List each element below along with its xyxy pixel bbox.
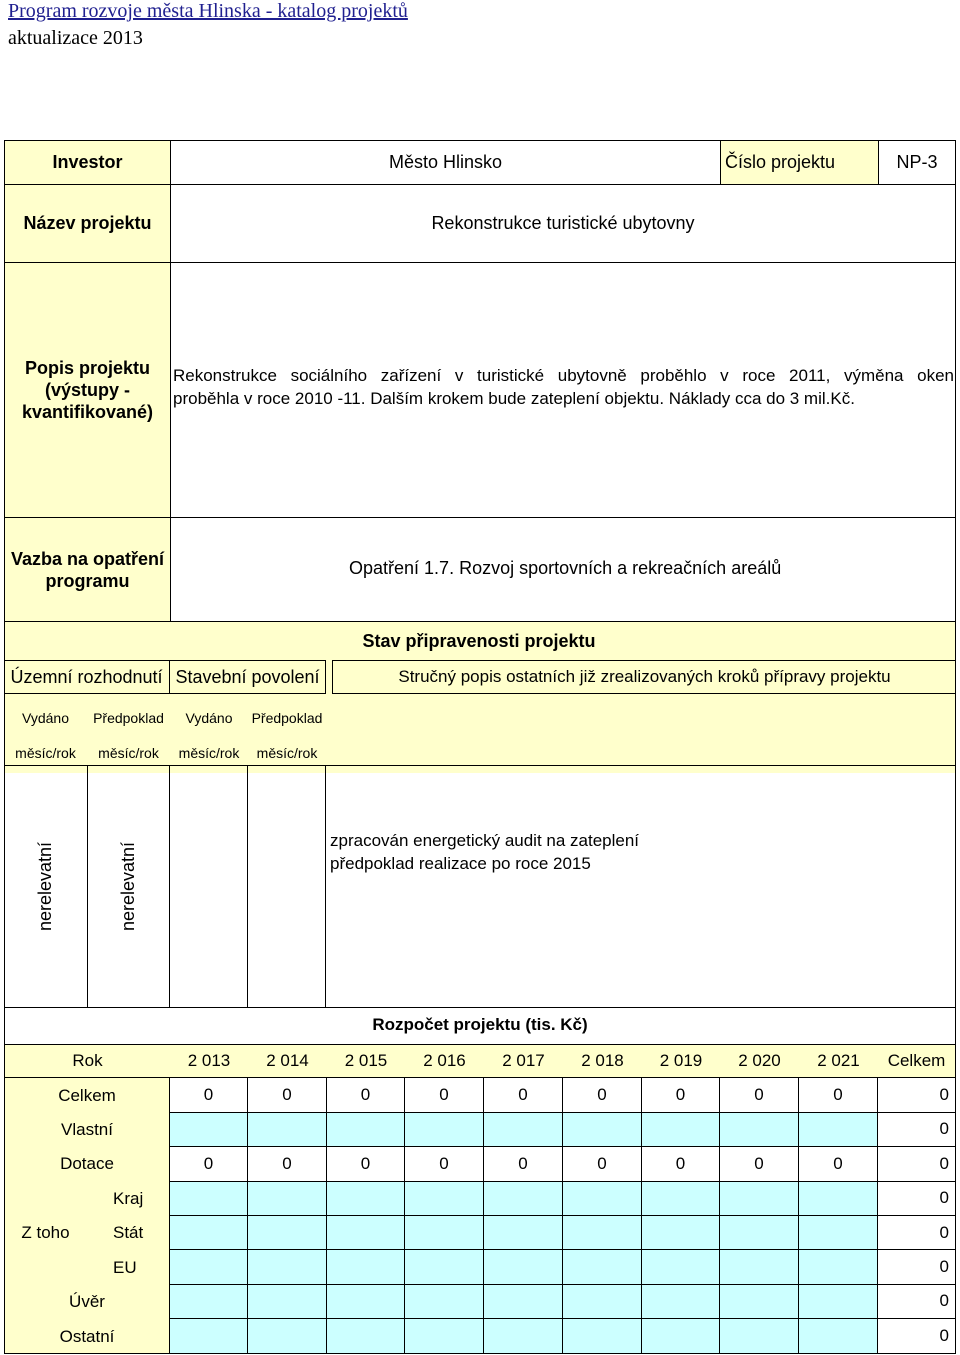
irrelevant-text: nerelevatní xyxy=(35,841,56,932)
budget-cell[interactable] xyxy=(720,1182,799,1216)
budget-cell[interactable] xyxy=(248,1113,327,1147)
territorial-issued-cell[interactable] xyxy=(4,765,88,1008)
investor-value[interactable]: Město Hlinsko xyxy=(171,140,721,185)
budget-cell[interactable] xyxy=(170,1113,248,1147)
issued-label: Vydáno xyxy=(22,710,69,726)
program-link-text: Opatření 1.7. Rozvoj sportovních a rekreačních areálů xyxy=(349,558,782,578)
project-name-value[interactable]: Rekonstrukce turistické ubytovny xyxy=(171,185,956,263)
budget-row-label-eu: EU xyxy=(87,1250,170,1284)
budget-row-label-celkem: Celkem xyxy=(4,1078,170,1112)
budget-cell[interactable] xyxy=(327,1182,405,1216)
budget-cell[interactable]: 0 xyxy=(484,1147,563,1181)
budget-cell[interactable] xyxy=(720,1319,799,1354)
budget-row-total: 0 xyxy=(878,1319,956,1354)
budget-cell[interactable] xyxy=(484,1250,563,1284)
budget-cell[interactable] xyxy=(405,1250,484,1284)
budget-cell[interactable] xyxy=(563,1319,642,1354)
budget-cell[interactable] xyxy=(720,1216,799,1250)
year-header: 2 018 xyxy=(563,1044,642,1078)
budget-cell[interactable] xyxy=(170,1285,248,1319)
budget-cell[interactable]: 0 xyxy=(170,1078,248,1112)
budget-cell[interactable] xyxy=(642,1182,720,1216)
budget-cell[interactable] xyxy=(327,1113,405,1147)
budget-row-label-uver: Úvěr xyxy=(4,1285,170,1319)
budget-row-total: 0 xyxy=(878,1285,956,1319)
budget-bottom-border xyxy=(4,1353,956,1354)
budget-cell[interactable]: 0 xyxy=(563,1078,642,1112)
budget-cell[interactable] xyxy=(799,1182,878,1216)
month-year-label: měsíc/rok xyxy=(98,745,159,761)
project-number-label: Číslo projektu xyxy=(721,140,879,185)
description-label xyxy=(4,263,171,518)
expected-label: Předpoklad xyxy=(93,710,164,726)
budget-left-border xyxy=(4,1044,5,1354)
budget-cell[interactable]: 0 xyxy=(327,1147,405,1181)
document-subtitle: aktualizace 2013 xyxy=(8,27,143,49)
budget-cell[interactable] xyxy=(484,1182,563,1216)
budget-cell[interactable] xyxy=(563,1285,642,1319)
budget-cell[interactable]: 0 xyxy=(799,1147,878,1181)
z-toho-label: Z toho xyxy=(4,1182,87,1285)
budget-cell[interactable] xyxy=(170,1182,248,1216)
budget-cell[interactable]: 0 xyxy=(642,1078,720,1112)
budget-cell[interactable]: 0 xyxy=(799,1078,878,1112)
expected-label: Předpoklad xyxy=(251,710,323,726)
year-header: 2 021 xyxy=(799,1044,878,1078)
budget-cell[interactable] xyxy=(799,1285,878,1319)
budget-row-label-kraj: Kraj xyxy=(87,1182,170,1216)
budget-cell[interactable]: 0 xyxy=(248,1078,327,1112)
building-expected-cell[interactable] xyxy=(248,765,326,1008)
budget-row-total: 0 xyxy=(878,1147,956,1181)
budget-cell[interactable] xyxy=(170,1250,248,1284)
budget-cell[interactable] xyxy=(327,1285,405,1319)
budget-cell[interactable] xyxy=(248,1182,327,1216)
budget-cell[interactable] xyxy=(327,1216,405,1250)
program-link-label xyxy=(4,518,171,622)
building-issued-cell[interactable] xyxy=(170,765,248,1008)
budget-row-total: 0 xyxy=(878,1216,956,1250)
program-link-label-line: Vazba na opatření xyxy=(10,548,165,569)
preparation-notes-cell[interactable] xyxy=(326,765,956,1008)
project-number-value[interactable]: NP-3 xyxy=(879,140,956,185)
budget-cell[interactable]: 0 xyxy=(720,1078,799,1112)
budget-cell[interactable] xyxy=(248,1216,327,1250)
budget-cell[interactable] xyxy=(799,1216,878,1250)
budget-cell[interactable] xyxy=(327,1319,405,1354)
budget-cell[interactable] xyxy=(405,1113,484,1147)
budget-cell[interactable]: 0 xyxy=(484,1078,563,1112)
description-label-line: kvantifikované) xyxy=(21,402,154,422)
budget-cell[interactable] xyxy=(484,1216,563,1250)
budget-row-total: 0 xyxy=(878,1250,956,1284)
readiness-title: Stav připravenosti projektu xyxy=(362,630,596,651)
budget-cell[interactable]: 0 xyxy=(563,1147,642,1181)
building-permit-label: Stavební povolení xyxy=(170,660,326,694)
budget-cell[interactable] xyxy=(563,1250,642,1284)
notes-line: předpoklad realizace po roce 2015 xyxy=(330,854,591,873)
budget-cell[interactable]: 0 xyxy=(248,1147,327,1181)
month-year-label: měsíc/rok xyxy=(15,745,76,761)
budget-cell[interactable] xyxy=(720,1250,799,1284)
month-year-label: měsíc/rok xyxy=(178,745,240,761)
budget-cell[interactable] xyxy=(405,1216,484,1250)
territorial-decision-label: Územní rozhodnutí xyxy=(4,660,170,694)
budget-cell[interactable] xyxy=(799,1113,878,1147)
description-label-line: (výstupy - xyxy=(44,380,131,400)
budget-cell[interactable] xyxy=(799,1319,878,1354)
budget-cell[interactable] xyxy=(563,1113,642,1147)
budget-cell[interactable] xyxy=(170,1216,248,1250)
year-header: 2 014 xyxy=(248,1044,327,1078)
description-line: Rekonstrukce sociálního zařízení v turistické ubytovně proběhlo v roce 2011, výměna oken xyxy=(173,366,954,385)
budget-cell[interactable] xyxy=(327,1250,405,1284)
budget-cell[interactable] xyxy=(248,1319,327,1354)
year-header: 2 019 xyxy=(642,1044,720,1078)
budget-cell[interactable] xyxy=(642,1250,720,1284)
budget-cell[interactable] xyxy=(720,1113,799,1147)
budget-cell[interactable] xyxy=(405,1285,484,1319)
budget-cell[interactable] xyxy=(720,1285,799,1319)
budget-cell[interactable] xyxy=(642,1285,720,1319)
budget-row-total: 0 xyxy=(878,1182,956,1216)
description-label-line: Popis projektu xyxy=(24,358,150,378)
year-header: 2 017 xyxy=(484,1044,563,1078)
program-link-value[interactable] xyxy=(171,518,956,622)
issued-label: Vydáno xyxy=(185,710,233,726)
budget-row-label-stat: Stát xyxy=(87,1216,170,1250)
budget-cell[interactable] xyxy=(642,1113,720,1147)
budget-cell[interactable] xyxy=(563,1216,642,1250)
budget-cell[interactable]: 0 xyxy=(405,1147,484,1181)
budget-cell[interactable]: 0 xyxy=(642,1147,720,1181)
year-label: Rok xyxy=(4,1044,170,1078)
description-value[interactable] xyxy=(171,263,956,518)
month-year-label: měsíc/rok xyxy=(256,745,318,761)
preparation-summary-label: Stručný popis ostatních již zrealizovaných kroků přípravy projektu xyxy=(332,660,956,694)
budget-cell[interactable] xyxy=(799,1250,878,1284)
budget-label-divider xyxy=(169,1078,170,1354)
budget-cell[interactable] xyxy=(484,1113,563,1147)
budget-row-label-vlastni: Vlastní xyxy=(4,1113,170,1147)
budget-row-total: 0 xyxy=(878,1113,956,1147)
total-column-header: Celkem xyxy=(878,1044,956,1078)
year-header: 2 020 xyxy=(720,1044,799,1078)
budget-cell[interactable] xyxy=(563,1182,642,1216)
budget-cell[interactable] xyxy=(405,1182,484,1216)
budget-cell[interactable]: 0 xyxy=(327,1078,405,1112)
budget-title: Rozpočet projektu (tis. Kč) xyxy=(372,1015,588,1034)
year-header: 2 015 xyxy=(327,1044,405,1078)
budget-cell[interactable] xyxy=(405,1319,484,1354)
budget-cell[interactable]: 0 xyxy=(405,1078,484,1112)
budget-row-label-dotace: Dotace xyxy=(4,1147,170,1181)
budget-cell[interactable] xyxy=(248,1250,327,1284)
year-header: 2 013 xyxy=(170,1044,248,1078)
budget-cell[interactable] xyxy=(248,1285,327,1319)
budget-cell[interactable] xyxy=(170,1319,248,1354)
program-link-label-line: programu xyxy=(45,570,130,591)
budget-cell[interactable]: 0 xyxy=(720,1147,799,1181)
year-header: 2 016 xyxy=(405,1044,484,1078)
budget-cell[interactable] xyxy=(484,1285,563,1319)
territorial-expected-cell[interactable] xyxy=(88,765,170,1008)
project-name-label: Název projektu xyxy=(4,185,171,263)
document-title: Program rozvoje města Hlinska - katalog projektů xyxy=(8,0,408,22)
budget-row-total: 0 xyxy=(878,1078,956,1112)
irrelevant-text: nerelevatní xyxy=(118,841,138,932)
budget-row-label-ostatni: Ostatní xyxy=(4,1319,170,1354)
notes-line: zpracován energetický audit na zateplení xyxy=(330,831,640,850)
budget-cell[interactable]: 0 xyxy=(170,1147,248,1181)
budget-cell[interactable] xyxy=(642,1216,720,1250)
budget-cell[interactable] xyxy=(484,1319,563,1354)
budget-cell[interactable] xyxy=(642,1319,720,1354)
investor-label: Investor xyxy=(4,140,171,185)
description-line: proběhla v roce 2010 -11. Dalším krokem bude zateplení objektu. Náklady cca do 3 mil.Kč. xyxy=(173,389,855,408)
